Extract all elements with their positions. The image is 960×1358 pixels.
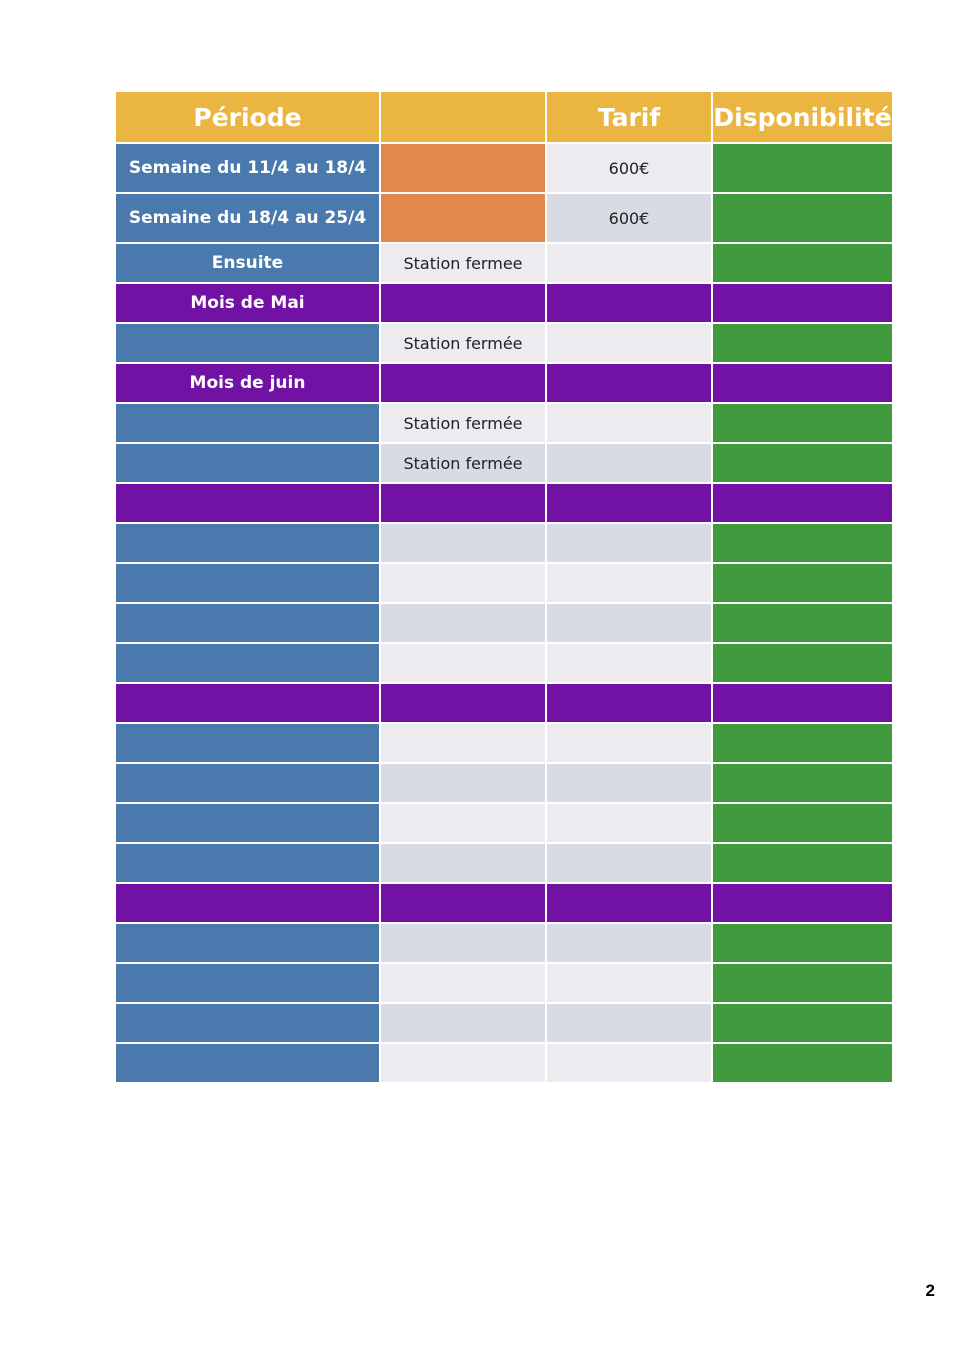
month-label: Mois de Mai bbox=[116, 284, 381, 324]
header-periode: Période bbox=[116, 92, 381, 144]
tarif-cell bbox=[547, 1004, 713, 1044]
table-row bbox=[116, 644, 892, 684]
availability-cell bbox=[713, 194, 892, 244]
table-row bbox=[116, 144, 892, 194]
tarif-cell bbox=[547, 964, 713, 1004]
tarif-cell bbox=[547, 604, 713, 644]
info-cell bbox=[381, 564, 547, 604]
tarif-cell bbox=[547, 844, 713, 884]
availability-cell bbox=[713, 524, 892, 564]
availability-cell bbox=[713, 404, 892, 444]
table-header bbox=[116, 92, 892, 144]
month-info-cell bbox=[381, 284, 547, 324]
month-row bbox=[116, 364, 892, 404]
info-cell bbox=[381, 604, 547, 644]
tarif-cell bbox=[547, 524, 713, 564]
period-label bbox=[116, 604, 381, 644]
info-cell bbox=[381, 1044, 547, 1084]
table-row bbox=[116, 804, 892, 844]
table-row bbox=[116, 244, 892, 284]
month-tarif-cell bbox=[547, 484, 713, 524]
table-row bbox=[116, 194, 892, 244]
info-cell: Station fermée bbox=[381, 324, 547, 364]
month-label bbox=[116, 684, 381, 724]
month-info-cell bbox=[381, 684, 547, 724]
period-label bbox=[116, 1044, 381, 1084]
table-row bbox=[116, 444, 892, 484]
month-availability-cell bbox=[713, 884, 892, 924]
table-row bbox=[116, 524, 892, 564]
tarif-cell bbox=[547, 1044, 713, 1084]
table-row bbox=[116, 764, 892, 804]
month-tarif-cell bbox=[547, 364, 713, 404]
month-tarif-cell bbox=[547, 884, 713, 924]
period-label bbox=[116, 964, 381, 1004]
availability-cell bbox=[713, 644, 892, 684]
availability-cell bbox=[713, 964, 892, 1004]
table-row bbox=[116, 924, 892, 964]
month-row bbox=[116, 284, 892, 324]
availability-cell bbox=[713, 924, 892, 964]
availability-cell bbox=[713, 444, 892, 484]
info-cell bbox=[381, 924, 547, 964]
availability-cell bbox=[713, 764, 892, 804]
period-label: Semaine du 18/4 au 25/4 bbox=[116, 194, 381, 244]
tarif-cell bbox=[547, 564, 713, 604]
tarif-cell: 600€ bbox=[547, 194, 713, 244]
info-cell: Station fermée bbox=[381, 444, 547, 484]
availability-cell bbox=[713, 1044, 892, 1084]
period-label bbox=[116, 644, 381, 684]
table-body bbox=[116, 144, 892, 1084]
info-cell bbox=[381, 724, 547, 764]
period-label bbox=[116, 764, 381, 804]
tarif-cell bbox=[547, 724, 713, 764]
table-row bbox=[116, 604, 892, 644]
month-availability-cell bbox=[713, 364, 892, 404]
period-label bbox=[116, 724, 381, 764]
tarif-cell bbox=[547, 444, 713, 484]
tarif-cell: 600€ bbox=[547, 144, 713, 194]
table-row bbox=[116, 964, 892, 1004]
table-row bbox=[116, 324, 892, 364]
info-cell: Station fermee bbox=[381, 244, 547, 284]
period-label bbox=[116, 444, 381, 484]
table-row bbox=[116, 404, 892, 444]
tarif-cell bbox=[547, 764, 713, 804]
table-row bbox=[116, 564, 892, 604]
period-label bbox=[116, 924, 381, 964]
month-info-cell bbox=[381, 484, 547, 524]
period-label bbox=[116, 324, 381, 364]
month-info-cell bbox=[381, 364, 547, 404]
period-label bbox=[116, 564, 381, 604]
tarif-cell bbox=[547, 804, 713, 844]
availability-cell bbox=[713, 244, 892, 284]
info-cell bbox=[381, 764, 547, 804]
tarif-cell bbox=[547, 404, 713, 444]
availability-table bbox=[116, 92, 892, 1084]
period-label bbox=[116, 1004, 381, 1044]
tarif-cell bbox=[547, 244, 713, 284]
header-tarif: Tarif bbox=[547, 92, 713, 144]
period-label bbox=[116, 804, 381, 844]
info-cell bbox=[381, 804, 547, 844]
month-row bbox=[116, 684, 892, 724]
availability-cell bbox=[713, 724, 892, 764]
page-number: 2 bbox=[925, 1281, 935, 1300]
month-availability-cell bbox=[713, 284, 892, 324]
availability-cell bbox=[713, 844, 892, 884]
period-label bbox=[116, 524, 381, 564]
tarif-cell bbox=[547, 924, 713, 964]
info-cell bbox=[381, 524, 547, 564]
month-tarif-cell bbox=[547, 284, 713, 324]
table-row bbox=[116, 1044, 892, 1084]
table-row bbox=[116, 844, 892, 884]
info-cell bbox=[381, 644, 547, 684]
availability-cell bbox=[713, 564, 892, 604]
period-label: Ensuite bbox=[116, 244, 381, 284]
month-row bbox=[116, 484, 892, 524]
availability-cell bbox=[713, 324, 892, 364]
month-tarif-cell bbox=[547, 684, 713, 724]
month-availability-cell bbox=[713, 684, 892, 724]
month-availability-cell bbox=[713, 484, 892, 524]
month-row bbox=[116, 884, 892, 924]
info-cell bbox=[381, 964, 547, 1004]
header-info bbox=[381, 92, 547, 144]
tarif-cell bbox=[547, 644, 713, 684]
info-cell bbox=[381, 1004, 547, 1044]
availability-cell bbox=[713, 1004, 892, 1044]
month-info-cell bbox=[381, 884, 547, 924]
period-label bbox=[116, 404, 381, 444]
table-row bbox=[116, 1004, 892, 1044]
tarif-cell bbox=[547, 324, 713, 364]
period-label: Semaine du 11/4 au 18/4 bbox=[116, 144, 381, 194]
info-cell bbox=[381, 144, 547, 194]
info-cell bbox=[381, 194, 547, 244]
info-cell: Station fermée bbox=[381, 404, 547, 444]
table-row bbox=[116, 724, 892, 764]
availability-cell bbox=[713, 604, 892, 644]
info-cell bbox=[381, 844, 547, 884]
month-label bbox=[116, 484, 381, 524]
availability-cell bbox=[713, 144, 892, 194]
month-label bbox=[116, 884, 381, 924]
availability-cell bbox=[713, 804, 892, 844]
period-label bbox=[116, 844, 381, 884]
header-disponibilite: Disponibilité bbox=[713, 92, 892, 144]
month-label: Mois de juin bbox=[116, 364, 381, 404]
